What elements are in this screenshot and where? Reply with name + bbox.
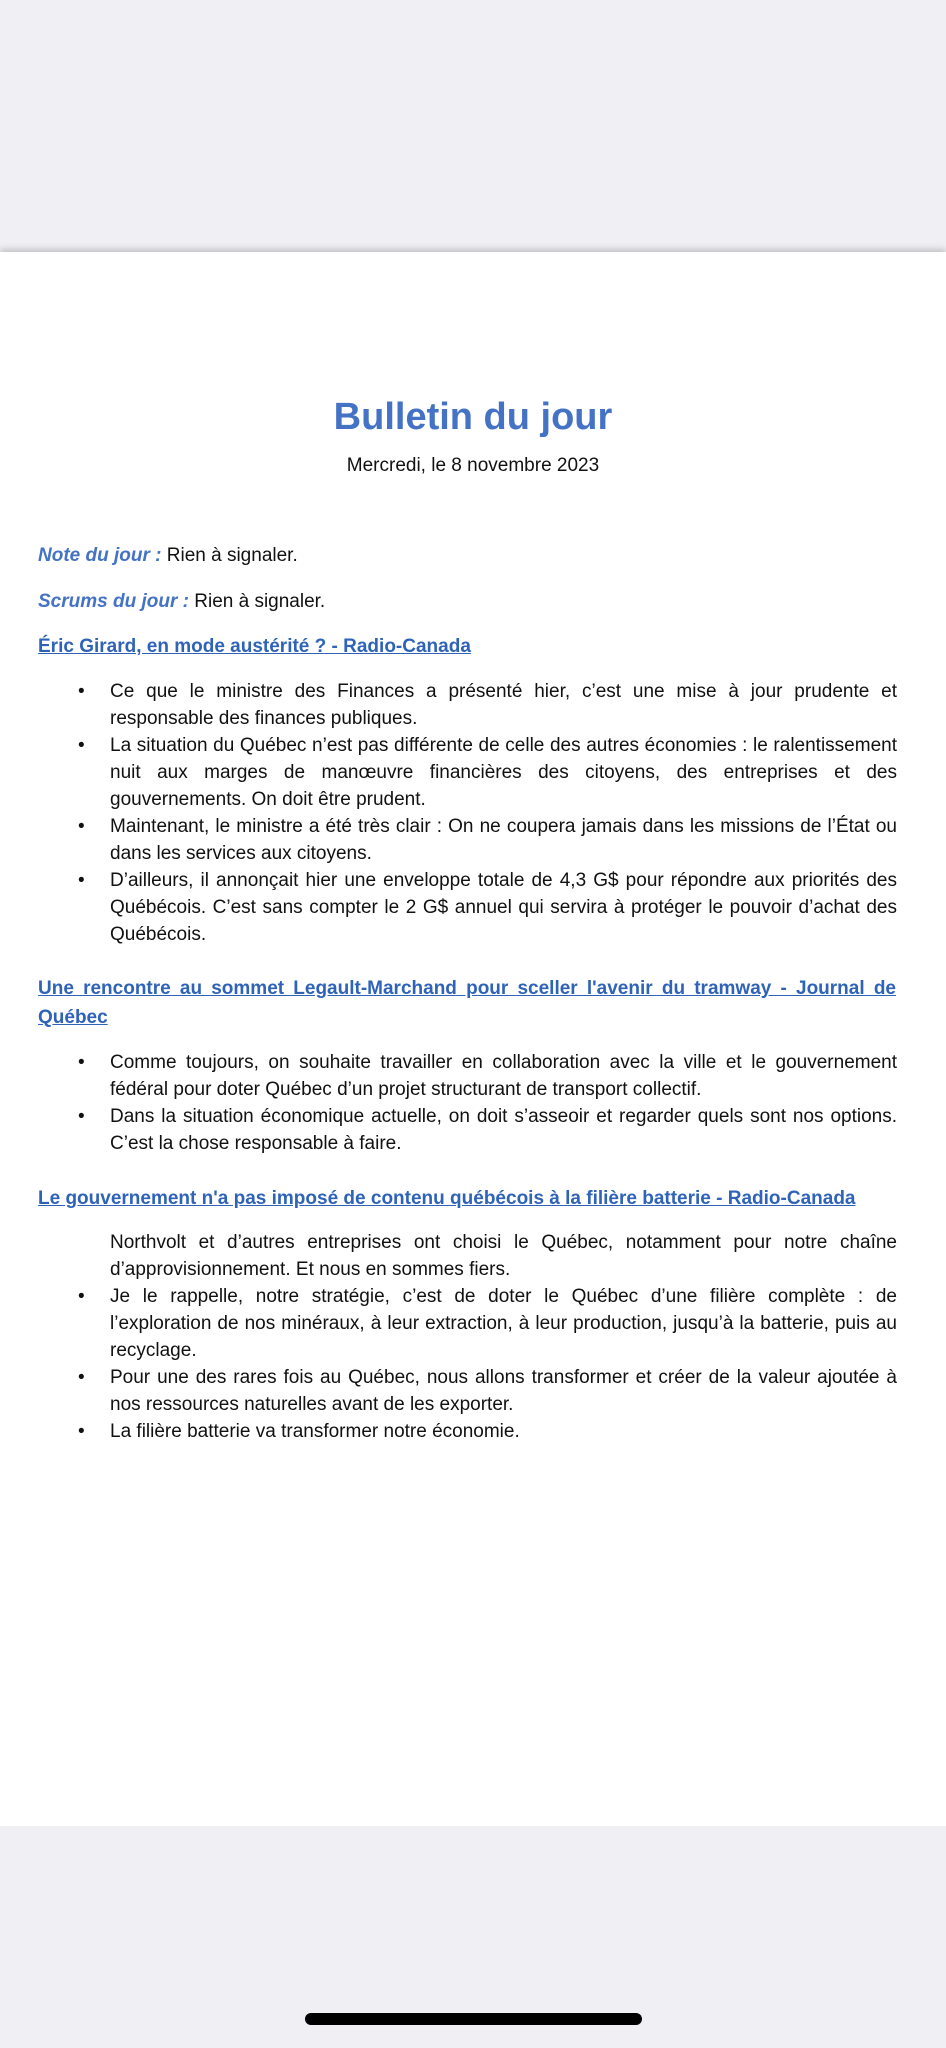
list-item: • Dans la situation économique actuelle, on doit s’asseoir et regarder quels sont nos options. C’est la chose responsable à faire. [110, 1103, 897, 1157]
bullet-icon: • [78, 1421, 85, 1442]
app-top-background [0, 0, 946, 252]
bullet-icon: • [78, 870, 85, 891]
note-du-jour [38, 542, 896, 569]
home-indicator[interactable] [305, 2013, 642, 2025]
scrums-du-jour [38, 588, 896, 615]
list-item: • D’ailleurs, il annonçait hier une enveloppe totale de 4,3 G$ pour répondre aux priorités des Québécois. C’est sans compter le 2 G$ annuel qui servira à protéger le pouvoir d’achat des Québécois. [110, 867, 897, 948]
list-item: • Ce que le ministre des Finances a présenté hier, c’est une mise à jour prudente et responsable des finances publiques. [110, 678, 897, 732]
document-title: Bulletin du jour [333, 396, 613, 438]
list-item: • La situation du Québec n’est pas différente de celle des autres économies : le ralentissement nuit aux marges de manœuvre financières des citoyens, des entreprises et des gouvernements. On doit être prudent. [110, 732, 897, 813]
note-label: Note du jour : [38, 545, 162, 566]
document-date: Mercredi, le 8 novembre 2023 [346, 455, 600, 476]
section-1-list [78, 678, 897, 948]
article-link-girard[interactable]: Éric Girard, en mode austérité ? - Radio-Canada [38, 636, 471, 657]
bullet-icon: • [78, 1286, 85, 1307]
bullet-icon: • [78, 1052, 85, 1073]
scrums-label: Scrums du jour : [38, 591, 189, 612]
bullet-icon: • [78, 816, 85, 837]
list-item: • Pour une des rares fois au Québec, nous allons transformer et créer de la valeur ajoutée à nos ressources naturelles avant de les exporter. [110, 1364, 897, 1418]
article-link-tramway[interactable]: Une rencontre au sommet Legault-Marchand pour sceller l'avenir du tramway - Journal de Québec [38, 978, 896, 1028]
list-item: Northvolt et d’autres entreprises ont choisi le Québec, notamment pour notre chaîne d’approvisionnement. Et nous en sommes fiers. [110, 1232, 897, 1280]
bullet-icon: • [78, 1106, 85, 1127]
section-2-list [78, 1049, 897, 1157]
document-page[interactable] [0, 252, 946, 1826]
bullet-icon: • [78, 681, 85, 702]
bullet-icon: • [78, 735, 85, 756]
section-3-list [78, 1229, 897, 1445]
scrums-text: Rien à signaler. [188, 591, 326, 612]
article-link-filiere-batterie[interactable]: Le gouvernement n'a pas imposé de contenu québécois à la filière batterie - Radio-Canada [38, 1188, 856, 1209]
list-item: • La filière batterie va transformer notre économie. [110, 1418, 897, 1445]
list-item: • Je le rappelle, notre stratégie, c’est de doter le Québec d’une filière complète : de l’exploration de nos minéraux, à leur extraction, à leur production, jusqu’à la batterie, puis au recyclage. [110, 1283, 897, 1364]
bullet-icon: • [78, 1367, 85, 1388]
note-text: Rien à signaler. [161, 545, 298, 566]
list-item: • Comme toujours, on souhaite travailler en collaboration avec la ville et le gouvernement fédéral pour doter Québec d’un projet structurant de transport collectif. [110, 1049, 897, 1103]
list-item: • Maintenant, le ministre a été très clair : On ne coupera jamais dans les missions de l’État ou dans les services aux citoyens. [110, 813, 897, 867]
